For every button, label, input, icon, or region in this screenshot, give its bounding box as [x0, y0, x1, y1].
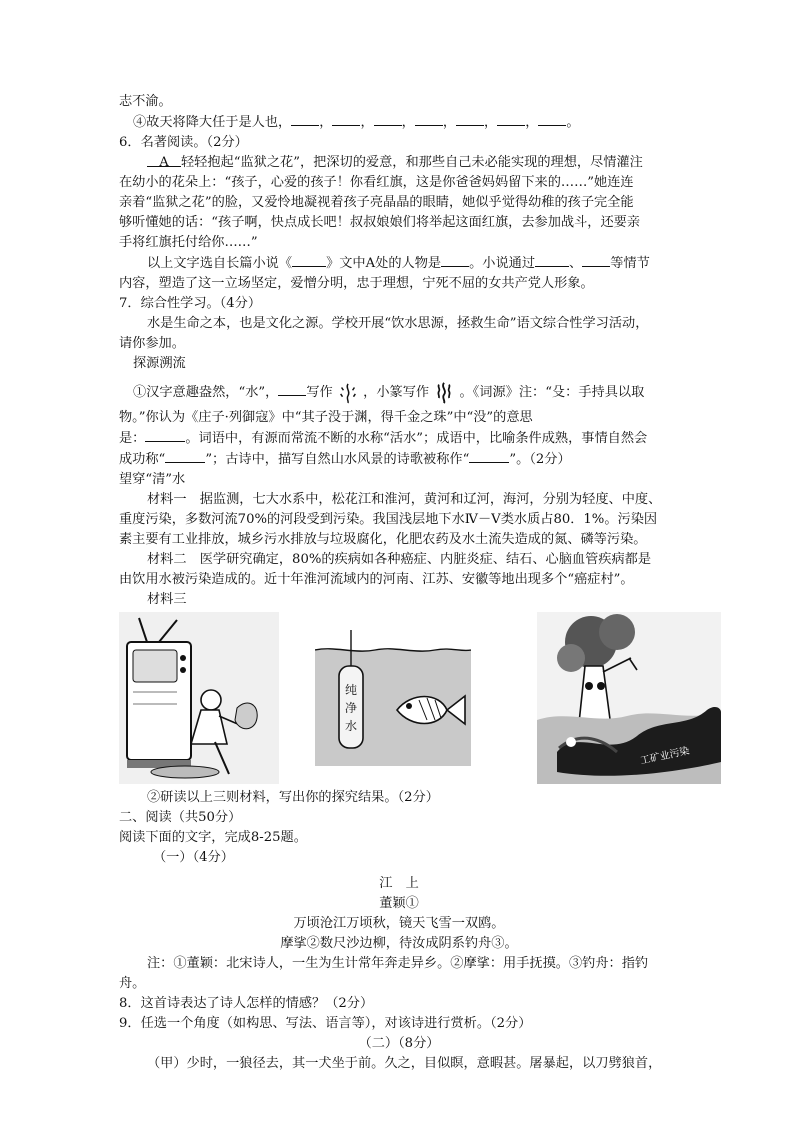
- text-segment: 。词语中，有源而常流不断的水称“活水”；成语中，比喻条件成熟，事情自然会: [185, 431, 648, 446]
- poem-title: 江 上: [379, 876, 419, 891]
- question-line: 9．任选一个角度（如构思、写法、语言等），对该诗进行赏析。（2分）: [119, 1016, 532, 1031]
- separator: ，: [525, 115, 539, 130]
- question-line: 8．这首诗表达了诗人怎样的情感？（2分）: [119, 996, 374, 1011]
- answer-blank[interactable]: [469, 449, 509, 463]
- separator: ，: [484, 115, 498, 130]
- poem-line: 摩挲②数尺沙边柳，待汝成阴系钓舟③。: [280, 936, 518, 951]
- passage-line: 请你参加。: [119, 336, 185, 351]
- material-line: 由饮用水被污染造成的。近十年淮河流域内的河南、江苏、安徽等地出现多个“癌症村”。: [119, 572, 634, 587]
- passage-line: [119, 153, 679, 173]
- text-segment: 。小说通过: [469, 256, 536, 271]
- text-segment: 是：: [119, 431, 146, 446]
- separator: 。: [566, 115, 580, 130]
- material-line: 素主要有工业排放，城乡污水排放与垃圾腐化，化肥农药及水土流失造成的氮、磷等污染。: [119, 532, 647, 547]
- passage-line: 亲着“监狱之花”的脸，又爱怜地凝视着孩子亮晶晶的眼睛，她似乎觉得幼稚的孩子完全能: [119, 195, 634, 210]
- text-segment: ”；古诗中，描写自然山水风景的诗歌被称作“: [205, 452, 470, 467]
- material-three-images: [119, 612, 691, 788]
- tv-cartoon-image: [119, 612, 279, 784]
- section-heading: 二、阅读（共50分）: [119, 810, 242, 825]
- text-segment: 以上文字选自长篇小说《: [147, 256, 293, 271]
- bottle-label-char: 纯: [344, 683, 358, 697]
- answer-blank[interactable]: [145, 428, 185, 442]
- material-line: 重度污染，多数河流70%的河段受到污染。我国浅层地下水Ⅳ－Ⅴ类水质占80．1%。污染因: [119, 512, 658, 527]
- seal-script-water-glyph: [433, 382, 455, 404]
- text-segment: 等情节: [610, 256, 650, 271]
- passage-line: 在幼小的花朵上：“孩子，心爱的孩子！你看红旗，这是你爸爸妈妈留下来的……”她连连: [119, 175, 634, 190]
- question-line: [119, 449, 679, 470]
- answer-blank[interactable]: [497, 112, 525, 126]
- section-label: 探源溯流: [133, 356, 186, 371]
- section-label: 望穿“清”水: [119, 472, 186, 487]
- separator: ，: [442, 115, 456, 130]
- part-heading: （一）（4分）: [153, 850, 234, 865]
- text-segment: 》文中A处的人物是: [326, 256, 442, 271]
- answer-blank[interactable]: [535, 253, 569, 267]
- answer-blank[interactable]: [441, 253, 469, 267]
- text-segment: ，小篆写作: [363, 385, 430, 400]
- text-segment: ”。（2分）: [509, 452, 571, 467]
- material-label: 材料三: [147, 592, 187, 607]
- answer-blank[interactable]: [456, 112, 484, 126]
- instruction-line: 阅读下面的文字，完成8-25题。: [119, 830, 307, 845]
- text-segment: 成功称“: [119, 452, 166, 467]
- answer-blank[interactable]: [374, 112, 402, 126]
- poem-line: 万顷沧江万顷秋，镜天飞雪一双鸥。: [293, 916, 505, 931]
- answer-blank[interactable]: [278, 382, 306, 396]
- separator: ，: [319, 115, 333, 130]
- question-heading: 7．综合性学习。（4分）: [119, 296, 262, 311]
- answer-blank[interactable]: [332, 112, 360, 126]
- text-segment: 写作: [306, 385, 333, 400]
- question-line: [119, 428, 679, 449]
- text-segment: ①汉字意趣盎然，“水”，: [133, 385, 279, 400]
- separator: ，: [401, 115, 415, 130]
- pollution-label: 工矿业污染: [639, 745, 691, 767]
- oracle-bone-water-glyph: [337, 382, 359, 404]
- answer-blank[interactable]: [538, 112, 566, 126]
- question-line: 内容，塑造了这一立场坚定，爱憎分明，忠于理想，宁死不屈的女共产党人形象。: [119, 276, 594, 291]
- answer-blank-a[interactable]: [147, 153, 181, 170]
- fill-blank-line: [119, 112, 679, 133]
- note-line: 注：①董颖：北宋诗人，一生为生计常年奔走异乡。②摩挲：用手抚摸。③钓舟：指钓: [147, 956, 649, 971]
- question-line: [119, 378, 679, 408]
- bottle-label-char: 水: [344, 719, 358, 733]
- text-segment: ④故天将降大任于是人也，: [133, 115, 292, 130]
- industrial-pollution-tree-image: [537, 612, 721, 784]
- document-page: [119, 92, 691, 1074]
- material-line: 材料二 医学研究确定，80%的疾病如各种癌症、内脏炎症、结石、心脑血管疾病都是: [147, 552, 652, 567]
- text-segment: 、: [569, 256, 583, 271]
- question-heading: 6．名著阅读。（2分）: [119, 135, 248, 150]
- passage-line: 水是生命之本，也是文化之源。学校开展“饮水思源，拯救生命”语文综合性学习活动，: [147, 316, 649, 331]
- passage-line: （甲）少时，一狼径去，其一犬坐于前。久之，目似瞑，意暇甚。屠暴起，以刀劈狼首，: [147, 1056, 662, 1071]
- answer-blank[interactable]: [291, 112, 319, 126]
- answer-blank[interactable]: [292, 253, 326, 267]
- text-segment: 。《词源》注：“殳：手持具以取: [459, 385, 645, 400]
- question-line: [119, 253, 679, 274]
- answer-blank[interactable]: [415, 112, 443, 126]
- note-line: 舟。: [119, 976, 146, 991]
- material-line: 材料一 据监测，七大水系中，松花江和淮河，黄河和辽河，海河，分别为轻度、中度、: [147, 492, 662, 507]
- question-line: ②研读以上三则材料，写出你的探究结果。（2分）: [147, 790, 439, 805]
- purified-water-fish-image: [315, 630, 471, 766]
- separator: ，: [360, 115, 374, 130]
- question-line: 物。”你认为《庄子·列御寇》中“其子没于渊，得千金之珠”中“没”的意思: [119, 410, 533, 425]
- passage-line: 手将红旗托付给你……”: [119, 235, 258, 250]
- bottle-label-char: 净: [344, 701, 358, 715]
- passage-line: 够听懂她的话：“孩子啊，快点成长吧！叔叔娘娘们将举起这面红旗，去参加战斗，还要亲: [119, 215, 641, 230]
- text-line: 志不渝。: [119, 94, 172, 109]
- answer-blank[interactable]: [165, 449, 205, 463]
- blank-marker: A: [159, 155, 169, 170]
- text-segment: 轻轻抱起“监狱之花”，把深切的爱意，和那些自己未必能实现的理想，尽情灌注: [181, 155, 643, 170]
- part-heading: （二）（8分）: [358, 1036, 440, 1051]
- poem-author: 董颖①: [379, 896, 419, 911]
- answer-blank[interactable]: [582, 253, 610, 267]
